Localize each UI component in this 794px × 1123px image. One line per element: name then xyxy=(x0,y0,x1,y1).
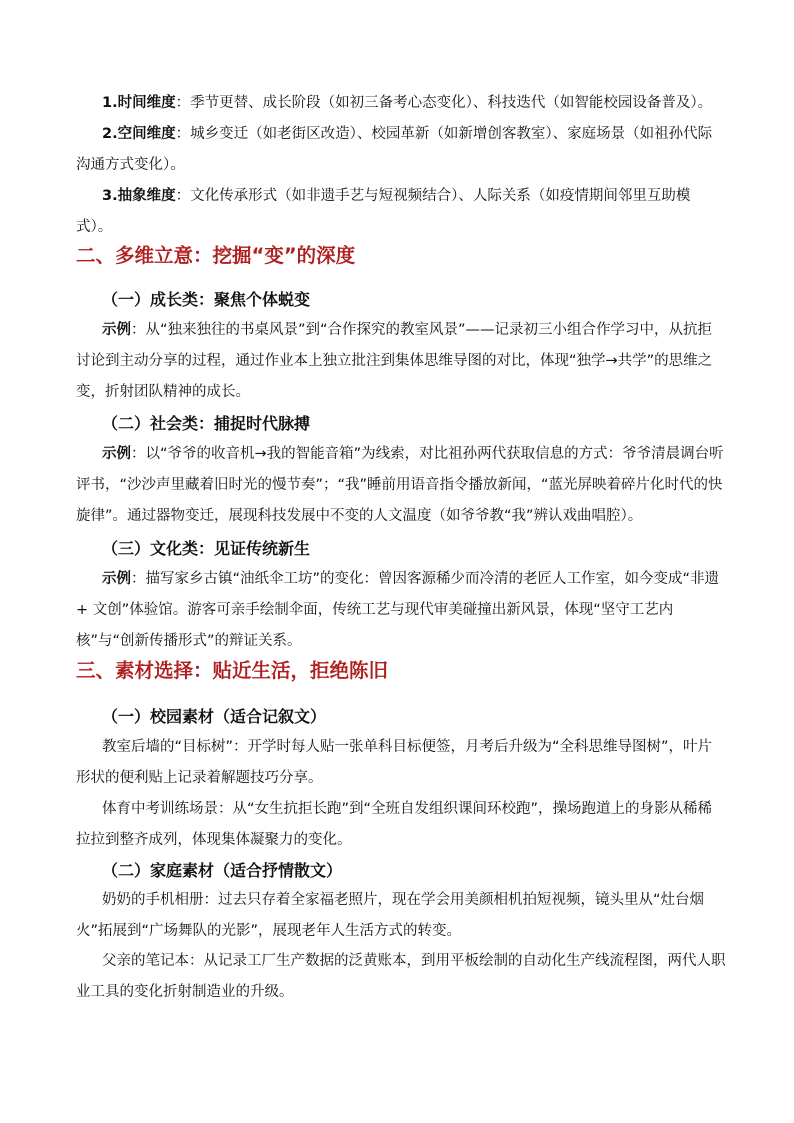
example-growth xyxy=(76,315,726,408)
campus-paragraph-1: 教室后墙的“目标树”：开学时每人贴一张单科目标便签，月考后升级为“全科思维导图树”，叶片形状的便利贴上记录着解题技巧分享。 xyxy=(76,739,713,786)
dimension-text: ：季节更替、成长阶段（如初三备考心态变化）、科技迭代（如智能校园设备普及）。 xyxy=(175,95,713,111)
example-culture xyxy=(76,564,726,657)
dimension-text: ：城乡变迁（如老街区改造）、校园革新（如新增创客教室）、家庭场景（如祖孙代际沟通方式变化）。 xyxy=(76,126,713,173)
example-label: 示例 xyxy=(102,446,131,462)
example-text: ：以“爷爷的收音机→我的智能音箱”为线索，对比祖孙两代获取信息的方式：爷爷清晨调台听评书，“沙沙声里藏着旧时光的慢节奏”；“我”睡前用语音指令播放新闻，“蓝光屏映着碎片化时代的快旋律”。通过器物变迁，展现科技发展中不变的人文温度（如爷爷教“我”辨认戏曲唱腔）。 xyxy=(76,446,724,524)
subsection-family-title: （二）家庭素材（适合抒情散文） xyxy=(102,861,343,880)
dimension-abstract xyxy=(76,181,726,243)
dimension-label: 1.时间维度 xyxy=(102,95,176,111)
dimension-space xyxy=(76,119,726,181)
family-paragraph-1: 奶奶的手机相册：过去只存着全家福老照片，现在学会用美颜相机拍短视频，镜头里从“灶台烟火”拓展到“广场舞队的光影”，展现老年人生活方式的转变。 xyxy=(76,892,705,939)
example-society xyxy=(76,439,726,532)
family-paragraph-2: 父亲的笔记本：从记录工厂生产数据的泛黄账本，到用平板绘制的自动化生产线流程图，两代人职业工具的变化折射制造业的升级。 xyxy=(76,953,726,1000)
example-text: ：描写家乡古镇“油纸伞工坊”的变化：曾因客源稀少而冷清的老匠人工作室，如今变成“非遗 + 文创”体验馆。游客可亲手绘制伞面，传统工艺与现代审美碰撞出新风景，体现“坚守工艺内核”与“创新传播形式”的辩证关系。 xyxy=(76,571,720,649)
dimension-text: ：文化传承形式（如非遗手艺与短视频结合）、人际关系（如疫情期间邻里互助模式）。 xyxy=(76,188,691,235)
dimension-label: 2.空间维度 xyxy=(102,126,176,142)
example-label: 示例 xyxy=(102,571,131,587)
example-text: ：从“独来独往的书桌风景”到“合作探究的教室风景”——记录初三小组合作学习中，从抗拒讨论到主动分享的过程，通过作业本上独立批注到集体思维导图的对比，体现“独学→共学”的思维之变，折射团队精神的成长。 xyxy=(76,322,713,400)
subsection-campus-title: （一）校园素材（适合记叙文） xyxy=(102,707,327,726)
section-heading-2: 二、多维立意：挖掘“变”的深度 xyxy=(76,244,356,267)
dimension-label: 3.抽象维度 xyxy=(102,188,176,204)
dimension-time xyxy=(76,88,726,119)
subsection-culture-title: （三）文化类：见证传统新生 xyxy=(102,539,311,558)
example-label: 示例 xyxy=(102,322,131,338)
section-heading-3: 三、素材选择：贴近生活，拒绝陈旧 xyxy=(76,659,389,682)
campus-paragraph-2: 体育中考训练场景：从“女生抗拒长跑”到“全班自发组织课间环校跑”，操场跑道上的身影从稀稀拉拉到整齐成列，体现集体凝聚力的变化。 xyxy=(76,801,713,848)
subsection-growth-title: （一）成长类：聚焦个体蜕变 xyxy=(102,290,311,309)
subsection-society-title: （二）社会类：捕捉时代脉搏 xyxy=(102,414,311,433)
